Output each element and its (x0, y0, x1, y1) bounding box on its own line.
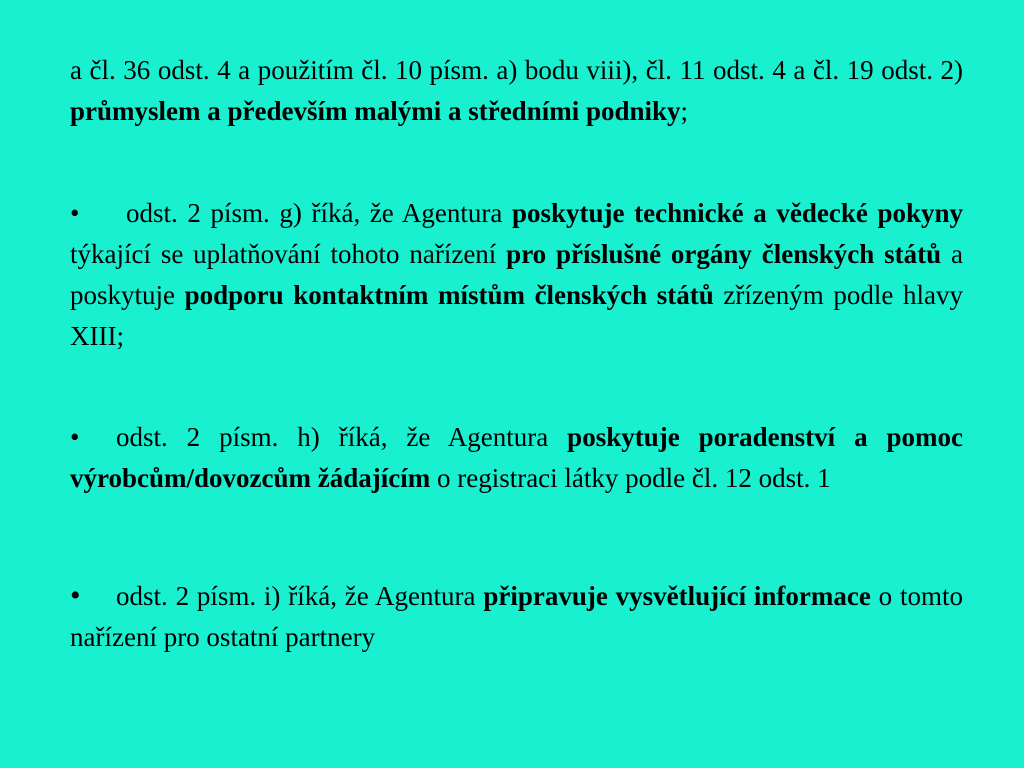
item-g-bold-1: poskytuje technické a vědecké pokyny (512, 198, 963, 228)
item-g-bold-3: podporu kontaktním místům členských států (184, 280, 714, 310)
intro-text-1: a čl. 36 odst. 4 a použitím čl. 10 písm. a) bodu viii), čl. 11 odst. 4 a čl. 19 odst. 2) (70, 55, 963, 85)
item-h-text-1: odst. 2 písm. h) říká, že Agentura (116, 422, 568, 452)
item-g-text-4: zřízeným podle hlavy XIII; (70, 280, 963, 351)
intro-bold-1: průmyslem a především malými a středními podniky (70, 96, 681, 126)
item-h-text-2: o registraci látky podle čl. 12 odst. 1 (430, 463, 831, 493)
item-g-bold-2: pro příslušné orgány členských států (506, 239, 942, 269)
item-i-text-2: o tomto nařízení pro ostatní partnery (70, 581, 963, 652)
item-i-bold-1: připravuje vysvětlující informace (483, 581, 871, 611)
item-g-text-2: týkající se uplatňování tohoto nařízení (70, 239, 507, 269)
intro-text-2: ; (680, 96, 689, 126)
bullet-icon: • (70, 198, 80, 228)
paragraph-intro (70, 50, 963, 132)
item-i-text-1: odst. 2 písm. i) říká, že Agentura (116, 581, 484, 611)
bullet-icon: • (70, 422, 80, 452)
bullet-item-g (70, 193, 963, 357)
bullet-item-h (70, 417, 963, 499)
item-g-text-1: odst. 2 písm. g) říká, že Agentura (126, 198, 512, 228)
bullet-icon: • (70, 579, 81, 612)
item-h-bold-1: poskytuje poradenství a pomoc výrobcům/dovozcům žádajícím (70, 422, 963, 493)
item-g-text-3: a poskytuje (70, 239, 964, 310)
bullet-item-i (70, 575, 963, 658)
